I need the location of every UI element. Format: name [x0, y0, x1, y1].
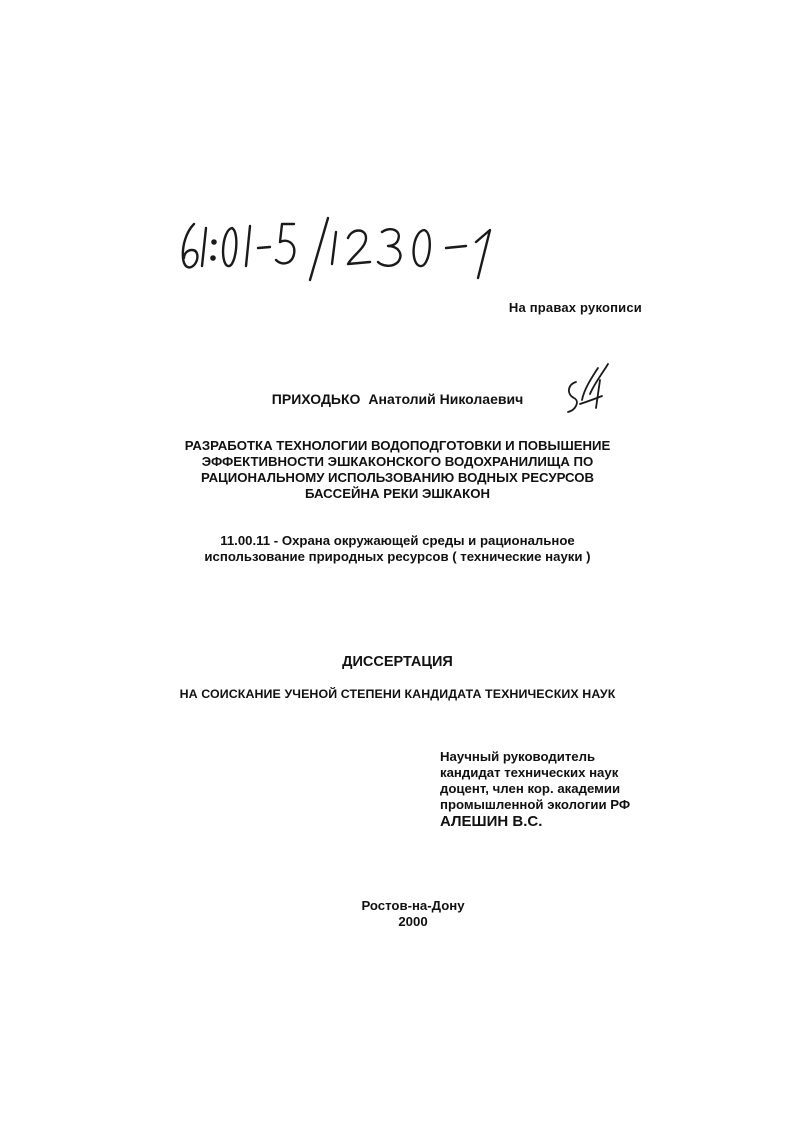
- document-type-heading: ДИССЕРТАЦИЯ: [342, 654, 453, 670]
- supervisor-line: кандидат технических наук: [440, 765, 619, 780]
- supervisor-line: Научный руководитель: [440, 749, 596, 764]
- place: Ростов-на-Дону: [361, 898, 465, 913]
- supervisor-name: АЛЕШИН В.С.: [440, 813, 543, 830]
- title-line: ЭФФЕКТИВНОСТИ ЭШКАКОНСКОГО ВОДОХРАНИЛИЩА ПО: [201, 454, 594, 469]
- degree-statement: НА СОИСКАНИЕ УЧЕНОЙ СТЕПЕНИ КАНДИДАТА ТЕХНИЧЕСКИХ НАУК: [179, 687, 616, 701]
- supervisor-line: доцент, член кор. академии: [440, 781, 621, 796]
- specialty-code: [0, 533, 795, 565]
- title-line: РАЦИОНАЛЬНОМУ ИСПОЛЬЗОВАНИЮ ВОДНЫХ РЕСУРСОВ: [200, 470, 595, 485]
- title-line: РАЗРАБОТКА ТЕХНОЛОГИИ ВОДОПОДГОТОВКИ И ПОВЫШЕНИЕ: [184, 438, 611, 453]
- dissertation-title: [0, 438, 795, 502]
- place-and-year: [0, 898, 795, 930]
- supervisor-line: промышленной экологии РФ: [440, 797, 631, 812]
- author-given-names: Анатолий Николаевич: [368, 391, 524, 407]
- author-name: [0, 391, 795, 407]
- author-surname: ПРИХОДЬКО: [271, 391, 361, 407]
- title-line: БАССЕЙНА РЕКИ ЭШКАКОН: [304, 486, 491, 501]
- year: 2000: [398, 914, 428, 929]
- handwritten-catalog-code: [176, 206, 576, 286]
- specialty-line: использование природных ресурсов ( технические науки ): [204, 549, 591, 564]
- specialty-line: 11.00.11 - Охрана окружающей среды и рациональное: [220, 533, 575, 548]
- author-signature: [562, 360, 614, 420]
- supervisor-block: [440, 749, 630, 831]
- manuscript-rights-label: На правах рукописи: [508, 300, 642, 315]
